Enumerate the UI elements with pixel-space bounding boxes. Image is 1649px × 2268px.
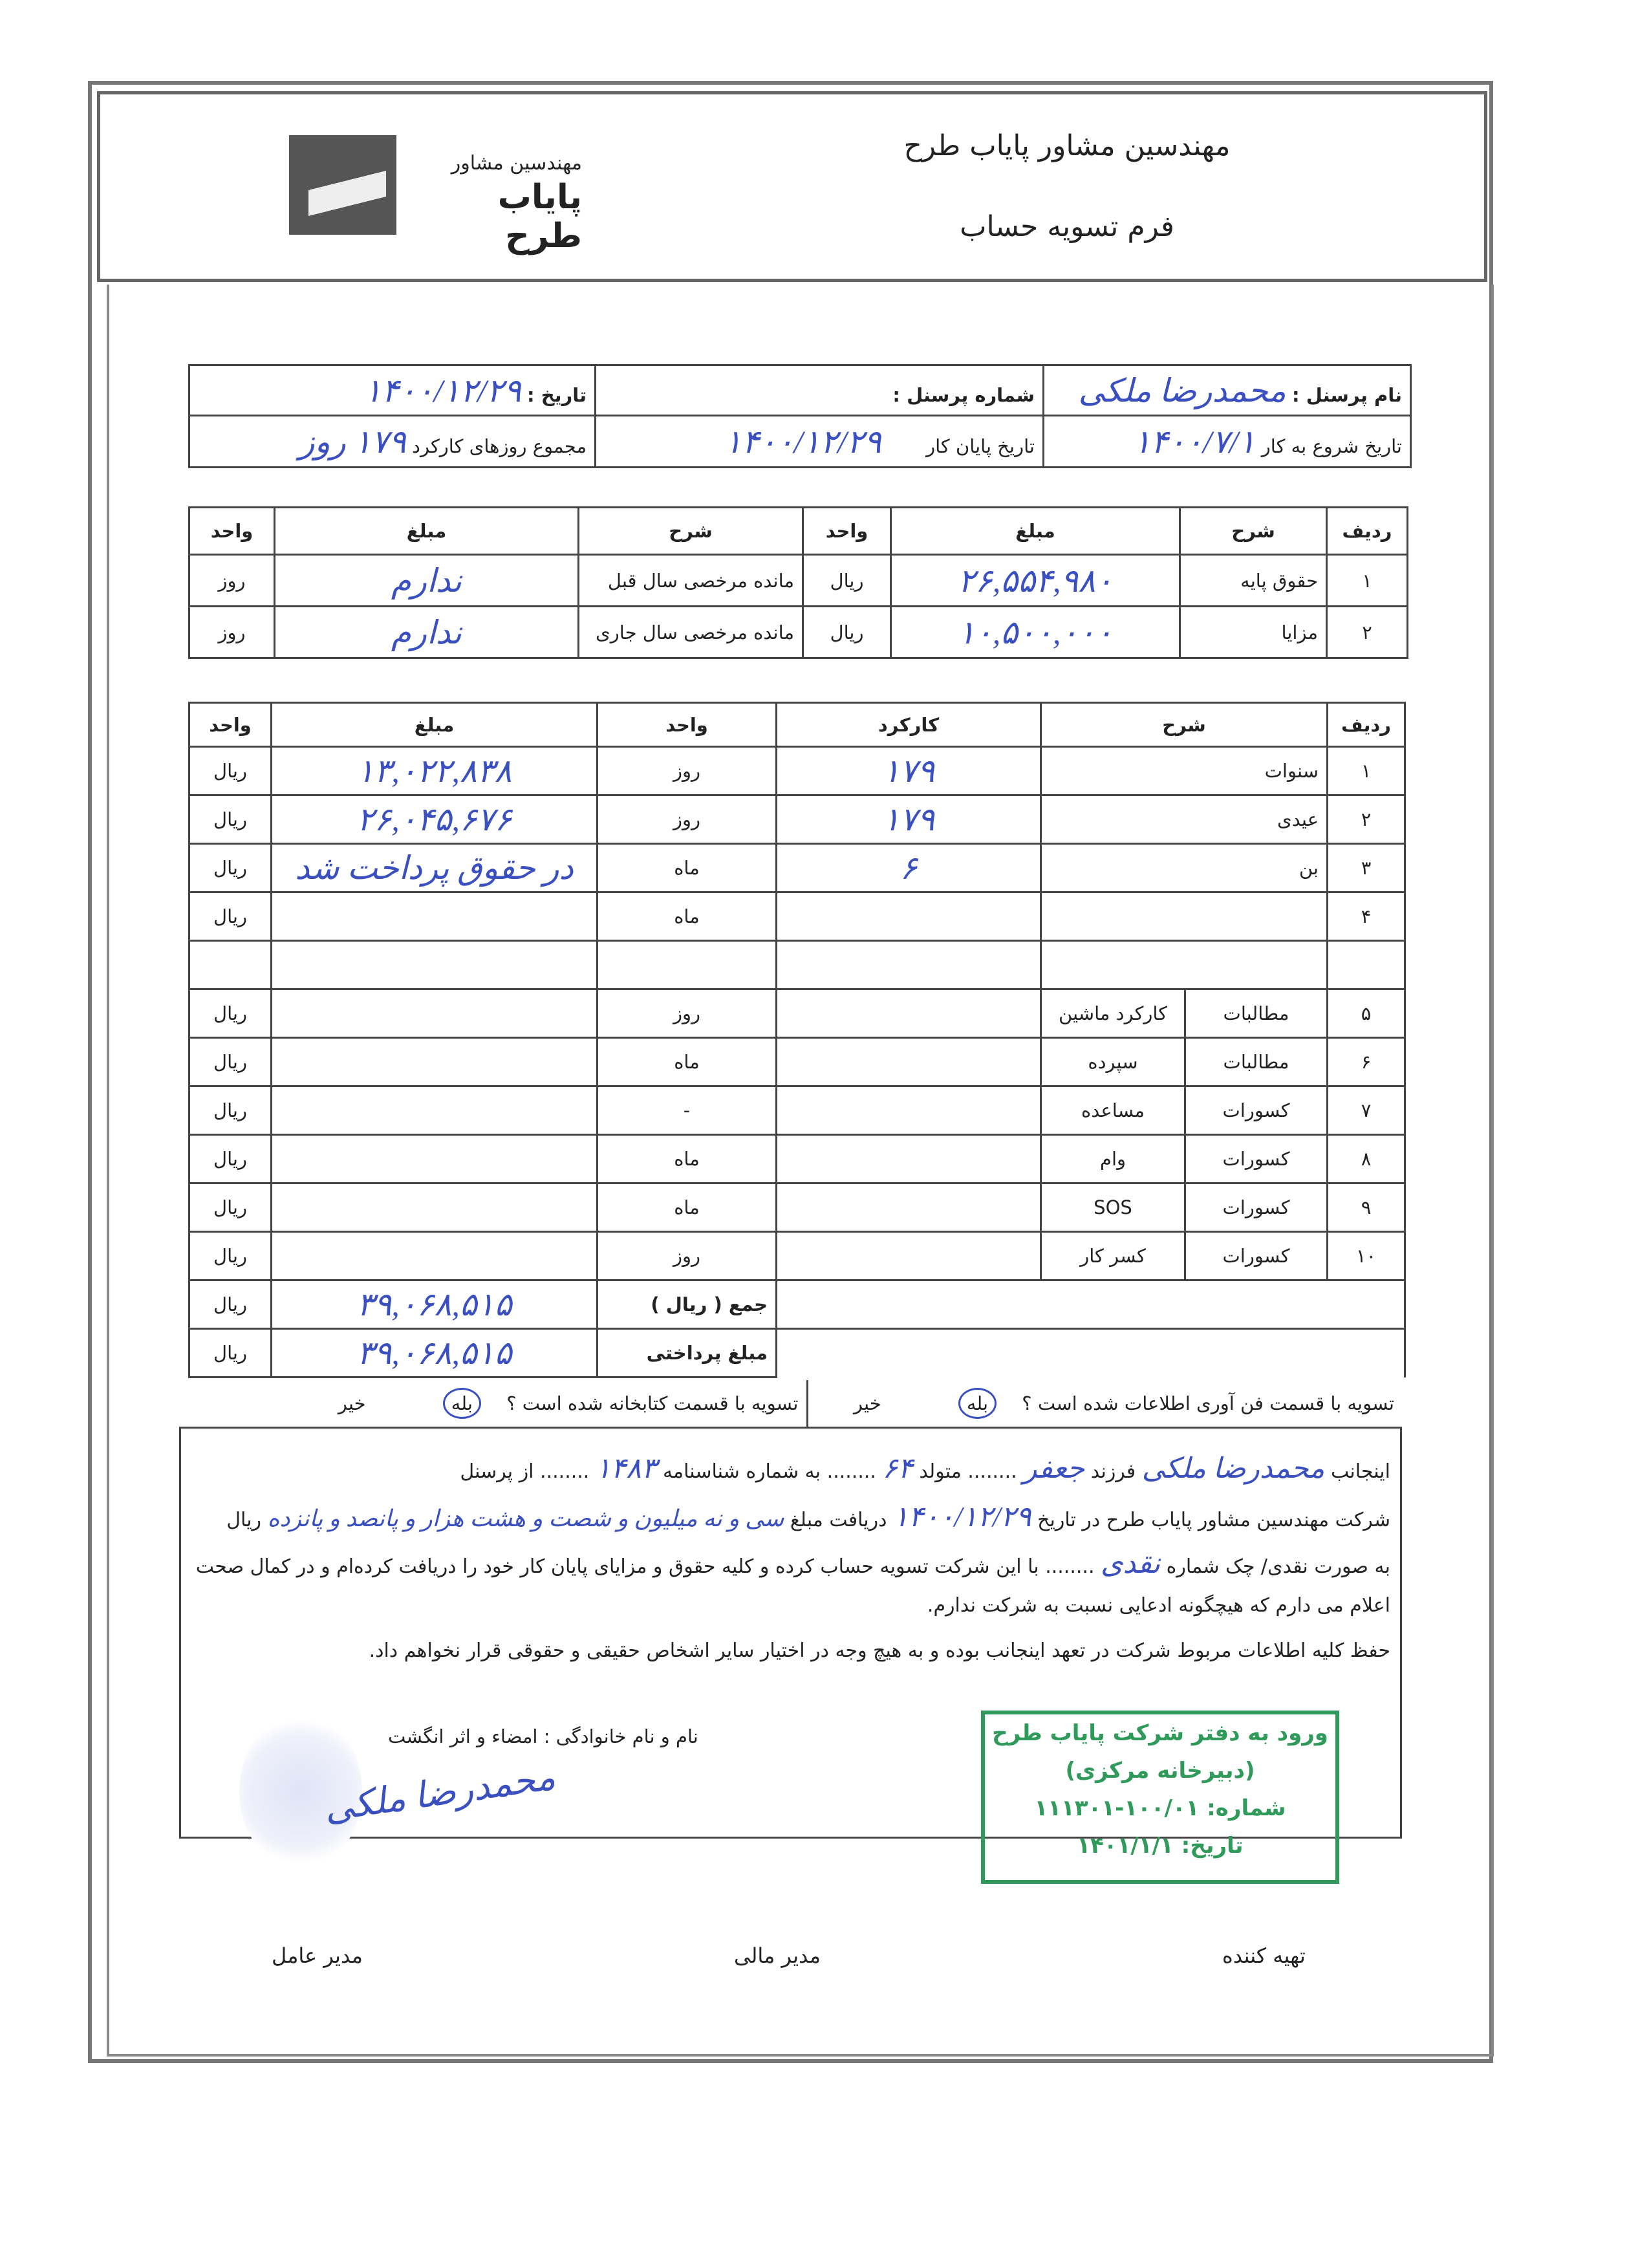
description: حقوق پایه (1180, 555, 1327, 607)
declaration-line-4: اعلام می دارم که هیچگونه ادعایی نسبت به شرکت ندارم. (927, 1594, 1390, 1617)
row-number: ۸ (1328, 1135, 1405, 1183)
currency: ریال (189, 1038, 272, 1086)
unit: روز (598, 989, 777, 1038)
text: متولد (919, 1460, 962, 1483)
text: شرکت مهندسین مشاور پایاب طرح در تاریخ (1037, 1509, 1390, 1531)
leave-unit: روز (189, 555, 275, 607)
library-no-option[interactable]: خیر (338, 1392, 366, 1414)
logo-text-big: پایاب طرح (497, 178, 582, 255)
currency: ریال (189, 989, 272, 1038)
leave-description: مانده مرخصی سال جاری (579, 607, 803, 658)
currency: ریال (189, 1329, 272, 1377)
category: مطالبات (1185, 989, 1328, 1038)
text: به صورت نقدی/ چک شماره (1166, 1555, 1390, 1578)
start-date-value: ۱۴۰۰/۷/۱ (1133, 423, 1256, 460)
row-number: ۹ (1328, 1183, 1405, 1232)
settlement-date: ۱۴۰۰/۱۲/۲۹ (893, 1501, 1031, 1533)
name-value: محمدرضا ملکی (1078, 372, 1286, 409)
work-amount (777, 1183, 1041, 1232)
amount-in-words: سی و نه میلیون و شصت و هشت هزار و پانصد و پانزده (267, 1506, 784, 1531)
description: مزایا (1180, 607, 1327, 658)
work-amount: ۶ (777, 844, 1041, 892)
payable-label: مبلغ پرداختی (598, 1329, 777, 1377)
amount: ۲۶,۵۵۴,۹۸۰ (891, 555, 1180, 607)
row-number: ۱ (1328, 747, 1405, 795)
text: از پرسنل (460, 1460, 534, 1483)
amount (272, 892, 598, 941)
declaration-line-1: اینجانب محمدرضا ملکی فرزند جعفر ........ متولد ۶۴ ........ به شماره شناسنامه ۱۴۸۳ ........ از پرسنل (460, 1453, 1390, 1484)
category: کسورات (1185, 1135, 1328, 1183)
empty-cell (777, 1329, 1405, 1377)
leave-amount: ندارم (275, 607, 579, 658)
table-row (189, 989, 1405, 1038)
text: با این شرکت تسویه حساب کرده و کلیه حقوق و مزایای پایان کار خود را دریافت کرده‌ام و در کمال صحت (195, 1555, 1039, 1578)
leave-unit: روز (189, 607, 275, 658)
category: کسورات (1185, 1232, 1328, 1280)
amount: ۲۶,۰۴۵,۶۷۶ (272, 795, 598, 844)
column-header: واحد (598, 703, 777, 747)
unit: ماه (598, 844, 777, 892)
library-settlement-question: تسویه با قسمت کتابخانه شده است ؟ (506, 1392, 799, 1414)
amount: در حقوق پرداخت شد (272, 844, 598, 892)
table-row (189, 844, 1405, 892)
row-number: ۱ (1327, 555, 1408, 607)
category: کسورات (1185, 1086, 1328, 1135)
column-header: ردیف (1327, 508, 1408, 555)
amount (272, 1232, 598, 1280)
personnel-no-label: شماره پرسنل : (892, 383, 1035, 406)
row-number: ۶ (1328, 1038, 1405, 1086)
end-date-label: تاریخ پایان کار (926, 435, 1035, 457)
column-header: مبلغ (272, 703, 598, 747)
settlement-questions (179, 1380, 1402, 1429)
amount (272, 1183, 598, 1232)
unit: ریال (803, 555, 891, 607)
stamp-date: تاریخ: ۱۴۰۱/۱/۱ (1077, 1833, 1244, 1859)
work-amount: ۱۷۹ (777, 795, 1041, 844)
table-row (189, 795, 1405, 844)
text: دریافت مبلغ (790, 1509, 887, 1531)
leave-description: مانده مرخصی سال قبل (579, 555, 803, 607)
registry-stamp (981, 1711, 1339, 1884)
unit (598, 941, 777, 989)
amount (272, 941, 598, 989)
row-number: ۴ (1328, 892, 1405, 941)
work-amount (777, 1135, 1041, 1183)
start-date-label: تاریخ شروع به کار (1261, 435, 1402, 457)
library-yes-option[interactable]: بله (443, 1388, 481, 1419)
personnel-info-table (188, 364, 1412, 468)
table-row (189, 555, 1408, 607)
text: به شماره شناسنامه (662, 1460, 821, 1483)
it-no-option[interactable]: خیر (853, 1392, 881, 1414)
row-number: ۷ (1328, 1086, 1405, 1135)
column-header: ردیف (1328, 703, 1405, 747)
signature-label: نام و نام خانوادگی : امضاء و اثر انگشت (388, 1725, 698, 1747)
it-yes-option[interactable]: بله (958, 1388, 997, 1419)
description: SOS (1041, 1183, 1185, 1232)
category: کسورات (1185, 1183, 1328, 1232)
work-amount (777, 1086, 1041, 1135)
payable-row (189, 1329, 1405, 1377)
handwritten-signature: محمدرضا ملکی (321, 1757, 558, 1830)
column-header: مبلغ (891, 508, 1180, 555)
text: اینجانب (1330, 1460, 1390, 1483)
description: وام (1041, 1135, 1185, 1183)
description (1041, 941, 1328, 989)
unit: روز (598, 795, 777, 844)
amount: ۱۳,۰۲۲,۸۳۸ (272, 747, 598, 795)
declarant-name: محمدرضا ملکی (1141, 1453, 1325, 1484)
table-row (189, 1086, 1405, 1135)
row-number: ۱۰ (1328, 1232, 1405, 1280)
text: ریال (226, 1509, 262, 1531)
it-settlement-question: تسویه با قسمت فن آوری اطلاعات شده است ؟ (1022, 1392, 1394, 1414)
unit: روز (598, 1232, 777, 1280)
leave-amount: ندارم (275, 555, 579, 607)
stamp-title: ورود به دفتر شرکت پایاب طرح (992, 1720, 1328, 1746)
total-row (189, 1280, 1405, 1329)
unit: ماه (598, 892, 777, 941)
table-header-row (189, 508, 1408, 555)
table-row (189, 1183, 1405, 1232)
column-header: مبلغ (275, 508, 579, 555)
date-value: ۱۴۰۰/۱۲/۲۹ (364, 372, 521, 409)
description: بن (1041, 844, 1328, 892)
description: سپرده (1041, 1038, 1185, 1086)
birth-year: ۶۴ (882, 1453, 913, 1484)
work-amount (777, 1232, 1041, 1280)
payment-method: نقدی (1101, 1548, 1161, 1579)
total-label: جمع ( ریال ) (598, 1280, 777, 1329)
salary-leave-table (188, 506, 1408, 659)
declaration-line-5: حفظ کلیه اطلاعات مربوط شرکت در تعهد اینجانب بوده و به هیچ وجه در اختیار سایر اشخاص حقیقی و حقوقی قرار نخواهم داد. (369, 1639, 1390, 1662)
unit: روز (598, 747, 777, 795)
stamp-number: شماره: ۱۰۰/۰۱-۱۱۱۳۰۱ (1034, 1795, 1286, 1821)
currency: ریال (189, 1280, 272, 1329)
currency: ریال (189, 1086, 272, 1135)
date-label: تاریخ : (527, 383, 587, 406)
column-header: شرح (579, 508, 803, 555)
column-header: شرح (1041, 703, 1328, 747)
amount (272, 989, 598, 1038)
column-header: کارکرد (777, 703, 1041, 747)
row-number: ۵ (1328, 989, 1405, 1038)
category: مطالبات (1185, 1038, 1328, 1086)
currency: ریال (189, 795, 272, 844)
table-row (189, 892, 1405, 941)
company-logo-icon (289, 135, 396, 235)
table-row (189, 1038, 1405, 1086)
company-title: مهندسین مشاور پایاب طرح (903, 129, 1231, 162)
total-value: ۳۹,۰۶۸,۵۱۵ (272, 1280, 598, 1329)
unit: ریال (803, 607, 891, 658)
payable-value: ۳۹,۰۶۸,۵۱۵ (272, 1329, 598, 1377)
currency: ریال (189, 844, 272, 892)
column-header: شرح (1180, 508, 1327, 555)
description: مساعده (1041, 1086, 1185, 1135)
name-label: نام پرسنل : (1292, 383, 1402, 406)
currency: ریال (189, 1135, 272, 1183)
row-number (1328, 941, 1405, 989)
settlement-items-table (188, 702, 1406, 1378)
unit: - (598, 1086, 777, 1135)
table-row (189, 1232, 1405, 1280)
form-title: فرم تسویه حساب (960, 210, 1174, 243)
work-amount (777, 892, 1041, 941)
stamp-subtitle: (دبیرخانه مرکزی) (1065, 1758, 1255, 1784)
amount: ۱۰,۵۰۰,۰۰۰ (891, 607, 1180, 658)
description: عیدی (1041, 795, 1328, 844)
logo-text-small: مهندسین مشاور (451, 152, 582, 175)
column-header: واحد (189, 703, 272, 747)
work-days-value: ۱۷۹ روز (299, 423, 406, 460)
currency: ریال (189, 1232, 272, 1280)
finance-manager-label: مدیر مالی (734, 1943, 821, 1968)
column-header: واحد (803, 508, 891, 555)
declaration-line-2 (188, 1500, 1390, 1533)
description: کسر کار (1041, 1232, 1185, 1280)
currency (189, 941, 272, 989)
amount (272, 1135, 598, 1183)
description: کارکرد ماشین (1041, 989, 1185, 1038)
table-row (189, 941, 1405, 989)
unit: ماه (598, 1135, 777, 1183)
row-number: ۲ (1327, 607, 1408, 658)
unit: ماه (598, 1183, 777, 1232)
father-name: جعفر (1023, 1453, 1085, 1484)
currency: ریال (189, 747, 272, 795)
work-amount (777, 941, 1041, 989)
work-amount: ۱۷۹ (777, 747, 1041, 795)
description (1041, 892, 1328, 941)
table-row (189, 607, 1408, 658)
work-amount (777, 989, 1041, 1038)
description: سنوات (1041, 747, 1328, 795)
work-amount (777, 1038, 1041, 1086)
row-number: ۳ (1328, 844, 1405, 892)
id-number: ۱۴۸۳ (595, 1453, 657, 1484)
currency: ریال (189, 892, 272, 941)
ceo-label: مدیر عامل (272, 1943, 363, 1968)
table-header-row (189, 703, 1405, 747)
row-number: ۲ (1328, 795, 1405, 844)
end-date-value: ۱۴۰۰/۱۲/۲۹ (724, 423, 881, 460)
table-row (189, 1135, 1405, 1183)
amount (272, 1038, 598, 1086)
amount (272, 1086, 598, 1135)
table-row (189, 747, 1405, 795)
currency: ریال (189, 1183, 272, 1232)
declaration-line-3: به صورت نقدی/ چک شماره نقدی ........ با این شرکت تسویه حساب کرده و کلیه حقوق و مزایای پایان کار خود را دریافت کرده‌ام و در کمال صحت (195, 1548, 1390, 1579)
text: فرزند (1090, 1460, 1136, 1483)
work-days-label: مجموع روزهای کارکرد (412, 435, 587, 457)
empty-cell (777, 1280, 1405, 1329)
preparer-label: تهیه کننده (1222, 1943, 1306, 1968)
column-header: واحد (189, 508, 275, 555)
unit: ماه (598, 1038, 777, 1086)
